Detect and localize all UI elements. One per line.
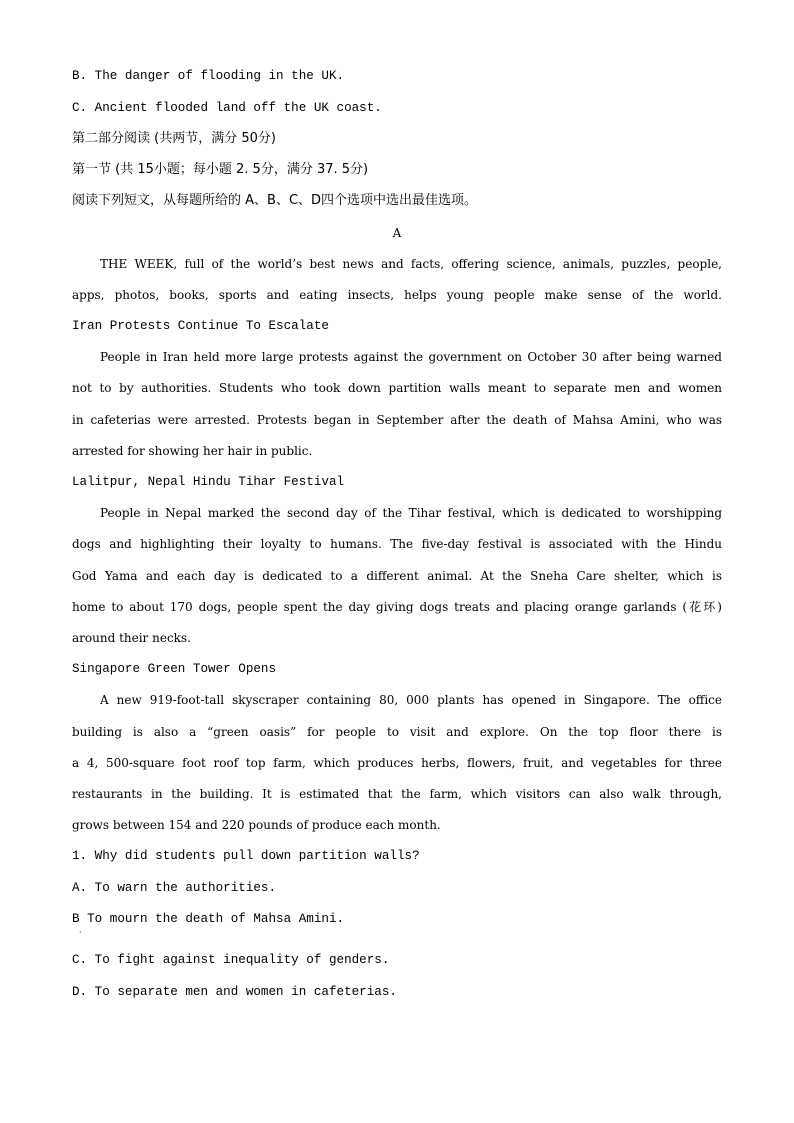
singapore-para-line-4: restaurants in the building. It is estimated that the farm, which visitors can also walk through, (72, 787, 722, 801)
option-c-previous: C. Ancient flooded land off the UK coast. (72, 101, 382, 115)
question-1-option-d: D. To separate men and women in cafeterias. (72, 985, 397, 999)
iran-para-line-2: not to by authorities. Students who took down partition walls meant to separate men and women (72, 381, 722, 395)
option-b-previous: B. The danger of flooding in the UK. (72, 69, 345, 83)
singapore-para-line-1: A new 919-foot-tall skyscraper containing 80, 000 plants has opened in Singapore. The office (100, 693, 722, 707)
iran-para-line-1: People in Iran held more large protests against the government on October 30 after being warned (100, 350, 722, 364)
intro-line-2: apps, photos, books, sports and eating insects, helps young people make sense of the world. (72, 288, 722, 302)
nepal-para-line-5: around their necks. (72, 631, 191, 645)
passage-label: A (392, 226, 402, 240)
nepal-para-line-4: home to about 170 dogs, people spent the day giving dogs treats and placing orange garlands (花环) (72, 600, 722, 614)
part-two-header: 第二部分阅读 (共两节，满分 50分) (72, 131, 276, 146)
section-one-header: 第一节 (共 15小题；每小题 2. 5分，满分 37. 5分) (72, 162, 369, 177)
singapore-para-line-2: building is also a “green oasis” for people to visit and explore. On the top floor there is (72, 725, 722, 739)
question-1-option-a: A. To warn the authorities. (72, 881, 277, 895)
singapore-para-line-5: grows between 154 and 220 pounds of produce each month. (72, 818, 441, 832)
iran-para-line-3: in cafeterias were arrested. Protests began in September after the death of Mahsa Amini, who was (72, 413, 722, 427)
question-1-option-c: C. To fight against inequality of genders. (72, 953, 390, 967)
question-1-option-b: B To mourn the death of Mahsa Amini. (72, 912, 345, 926)
news-heading-nepal: Lalitpur, Nepal Hindu Tihar Festival (72, 475, 345, 489)
news-heading-singapore: Singapore Green Tower Opens (72, 662, 277, 676)
stray-mark: · (79, 928, 82, 937)
iran-para-line-4: arrested for showing her hair in public. (72, 444, 313, 458)
instruction-text: 阅读下列短文，从每题所给的 A、B、C、D四个选项中选出最佳选项。 (72, 193, 478, 208)
singapore-para-line-3: a 4, 500-square foot roof top farm, which produces herbs, flowers, fruit, and vegetables for three (72, 756, 722, 770)
nepal-para-line-2: dogs and highlighting their loyalty to humans. The five-day festival is associated with the Hindu (72, 537, 722, 551)
nepal-para-line-1: People in Nepal marked the second day of the Tihar festival, which is dedicated to worshipping (100, 506, 722, 520)
intro-line-1: THE WEEK, full of the world’s best news and facts, offering science, animals, puzzles, people, (100, 257, 722, 271)
news-heading-iran: Iran Protests Continue To Escalate (72, 319, 329, 333)
nepal-para-line-3: God Yama and each day is dedicated to a different animal. At the Sneha Care shelter, which is (72, 569, 722, 583)
question-1: 1. Why did students pull down partition walls? (72, 849, 420, 863)
